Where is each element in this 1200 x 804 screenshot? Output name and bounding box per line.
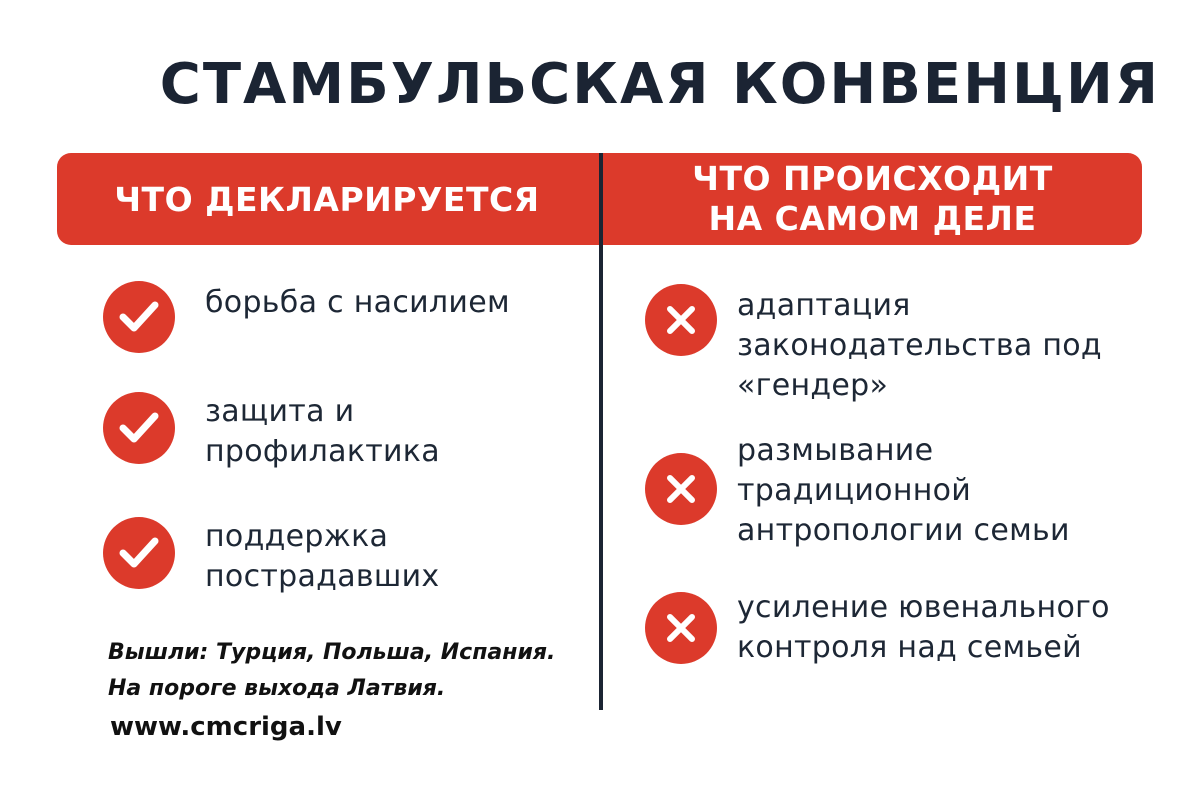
checkmark-icon (103, 392, 175, 464)
column-header-reality (603, 153, 1142, 245)
reality-item-label: усиление ювенального контроля над семьей (737, 590, 1110, 665)
column-header-reality-text: ЧТО ПРОИСХОДИТ НА САМОМ ДЕЛЕ (692, 159, 1053, 238)
reality-item-label: размывание традиционной антропологии семьи (737, 433, 1070, 548)
reality-item-3 (645, 592, 1110, 668)
cross-icon (645, 453, 717, 525)
declared-item-label: борьба с насилием (205, 285, 510, 320)
reality-item-label: адаптация законодательства под «гендер» (737, 288, 1102, 403)
reality-item-2 (645, 433, 1070, 551)
page-title: СТАМБУЛЬСКАЯ КОНВЕНЦИЯ (159, 52, 1160, 117)
cross-icon (645, 592, 717, 664)
checkmark-icon (103, 281, 175, 353)
cross-icon (645, 284, 717, 356)
checkmark-icon (103, 517, 175, 589)
declared-item-label: поддержка пострадавших (205, 519, 440, 594)
column-header-declared: ЧТО ДЕКЛАРИРУЕТСЯ (114, 179, 540, 219)
footnote-withdrawn-countries: Вышли: Турция, Польша, Испания. (108, 640, 556, 665)
footnote-latvia: На пороге выхода Латвия. (108, 676, 446, 701)
reality-item-1 (645, 284, 1102, 406)
column-divider (599, 153, 603, 710)
website-link[interactable]: www.cmcriga.lv (110, 712, 342, 742)
declared-item-3 (103, 517, 439, 597)
declared-item-2 (103, 392, 440, 472)
declared-item-label: защита и профилактика (205, 394, 440, 469)
declared-item-1 (103, 281, 510, 353)
